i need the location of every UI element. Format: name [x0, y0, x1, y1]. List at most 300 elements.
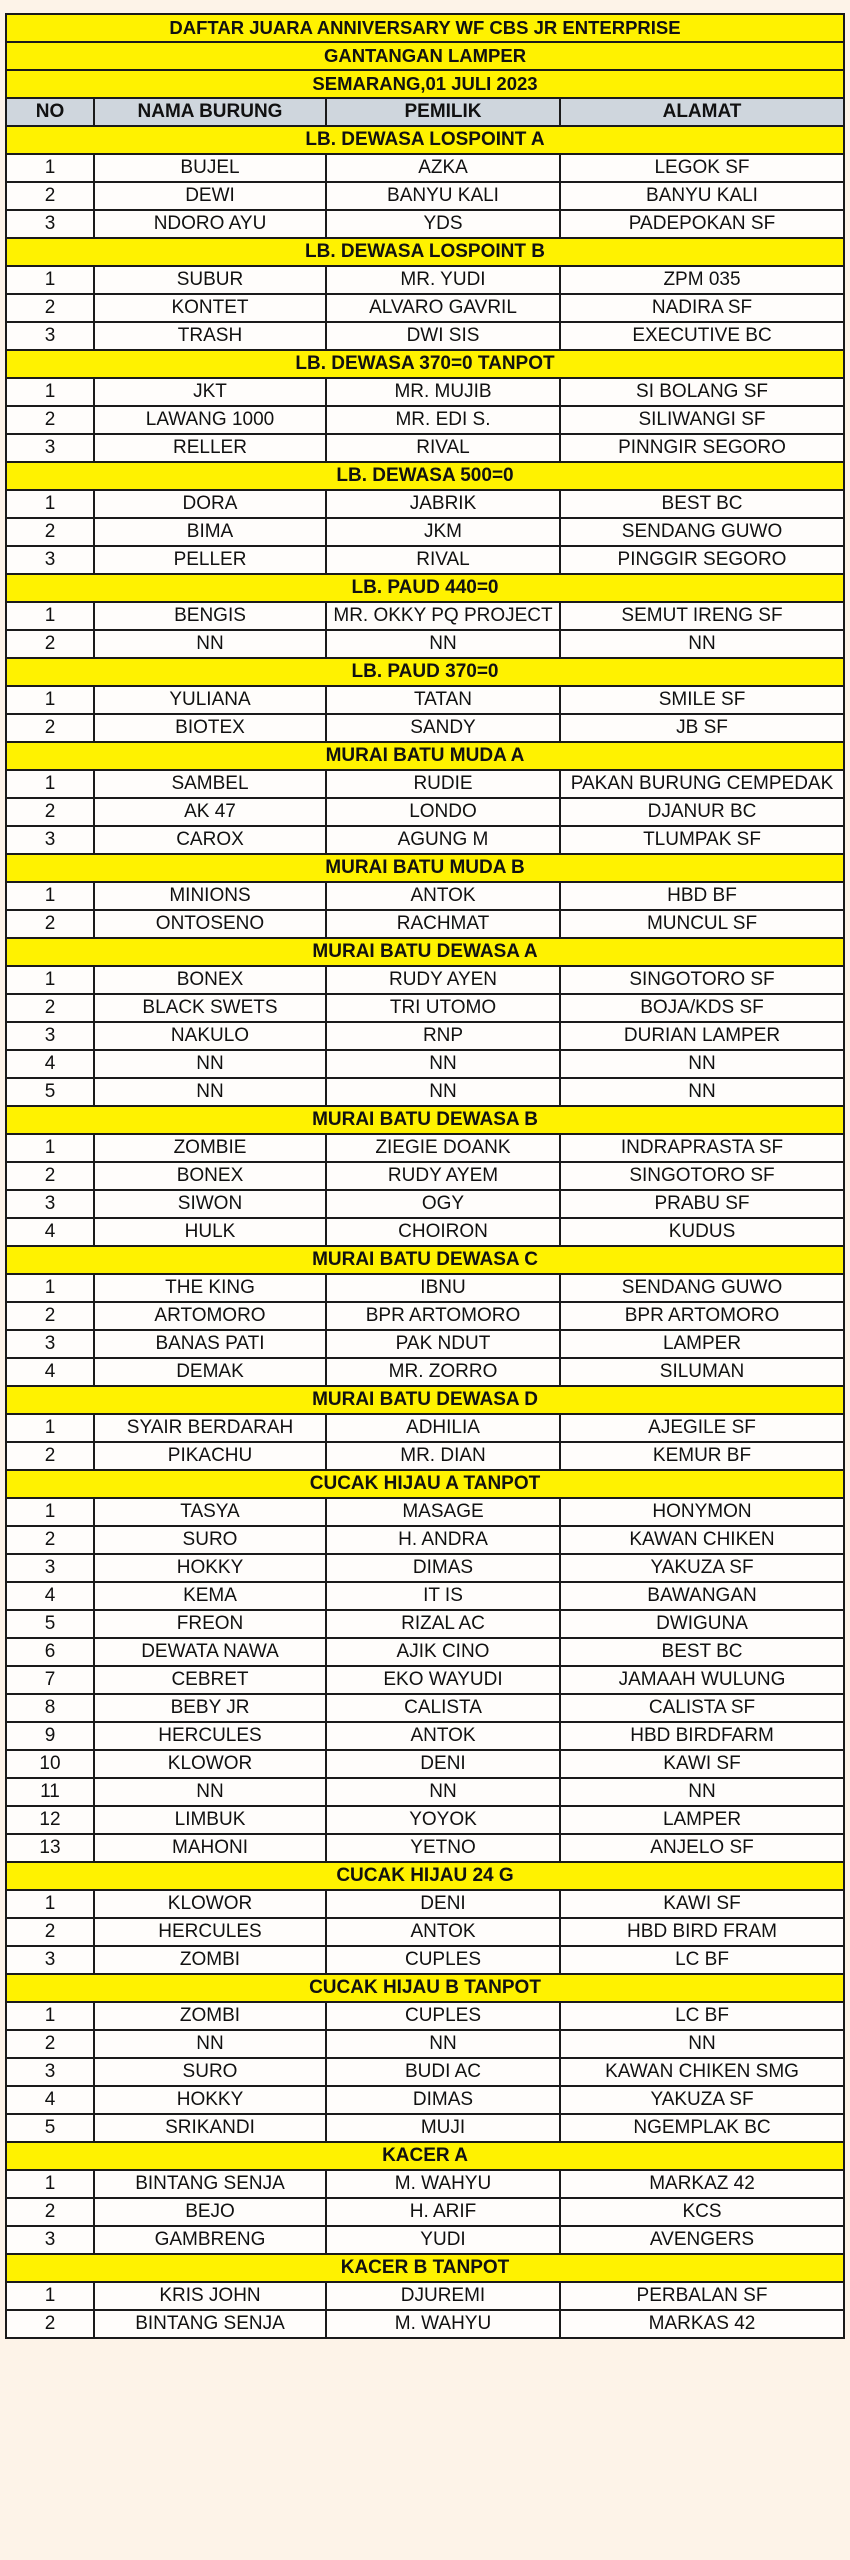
rank-cell: 3: [6, 1022, 94, 1050]
owner-cell: JABRIK: [326, 490, 560, 518]
rank-cell: 2: [6, 2030, 94, 2058]
address-cell: JB SF: [560, 714, 844, 742]
address-cell: SILUMAN: [560, 1358, 844, 1386]
address-cell: SENDANG GUWO: [560, 1274, 844, 1302]
table-row: [6, 1778, 844, 1806]
bird-name-cell: NN: [94, 1078, 326, 1106]
address-cell: SEMUT IRENG SF: [560, 602, 844, 630]
bird-name-cell: KLOWOR: [94, 1890, 326, 1918]
results-table: [5, 13, 845, 2339]
table-row: [6, 1218, 844, 1246]
owner-cell: IBNU: [326, 1274, 560, 1302]
address-cell: KAWI SF: [560, 1890, 844, 1918]
address-cell: SINGOTORO SF: [560, 966, 844, 994]
bird-name-cell: KONTET: [94, 294, 326, 322]
rank-cell: 2: [6, 518, 94, 546]
rank-cell: 2: [6, 1162, 94, 1190]
address-cell: YAKUZA SF: [560, 2086, 844, 2114]
bird-name-cell: SIWON: [94, 1190, 326, 1218]
table-row: [6, 1834, 844, 1862]
rank-cell: 13: [6, 1834, 94, 1862]
table-row: [6, 1190, 844, 1218]
address-cell: YAKUZA SF: [560, 1554, 844, 1582]
table-row: [6, 2030, 844, 2058]
bird-name-cell: BINTANG SENJA: [94, 2310, 326, 2338]
table-row: [6, 1498, 844, 1526]
rank-cell: 5: [6, 1610, 94, 1638]
column-header-bird-name: NAMA BURUNG: [94, 98, 326, 126]
results-body: [6, 126, 844, 2338]
owner-cell: DENI: [326, 1890, 560, 1918]
bird-name-cell: NAKULO: [94, 1022, 326, 1050]
category-header-row: [6, 938, 844, 966]
venue-name: GANTANGAN LAMPER: [6, 42, 844, 70]
address-cell: JAMAAH WULUNG: [560, 1666, 844, 1694]
table-row: [6, 294, 844, 322]
owner-cell: YETNO: [326, 1834, 560, 1862]
address-cell: SINGOTORO SF: [560, 1162, 844, 1190]
table-row: [6, 1414, 844, 1442]
rank-cell: 3: [6, 1946, 94, 1974]
address-cell: ZPM 035: [560, 266, 844, 294]
venue-row: [6, 42, 844, 70]
rank-cell: 4: [6, 1582, 94, 1610]
bird-name-cell: DEWI: [94, 182, 326, 210]
owner-cell: DIMAS: [326, 1554, 560, 1582]
bird-name-cell: BEBY JR: [94, 1694, 326, 1722]
table-row: [6, 882, 844, 910]
category-header-row: [6, 1106, 844, 1134]
rank-cell: 1: [6, 1414, 94, 1442]
bird-name-cell: PELLER: [94, 546, 326, 574]
bird-name-cell: CEBRET: [94, 1666, 326, 1694]
owner-cell: AZKA: [326, 154, 560, 182]
bird-name-cell: MAHONI: [94, 1834, 326, 1862]
address-cell: NN: [560, 1778, 844, 1806]
bird-name-cell: RELLER: [94, 434, 326, 462]
address-cell: NN: [560, 630, 844, 658]
bird-name-cell: BINTANG SENJA: [94, 2170, 326, 2198]
bird-name-cell: SUBUR: [94, 266, 326, 294]
owner-cell: MR. DIAN: [326, 1442, 560, 1470]
table-row: [6, 378, 844, 406]
owner-cell: ANTOK: [326, 1918, 560, 1946]
owner-cell: ANTOK: [326, 1722, 560, 1750]
table-row: [6, 2114, 844, 2142]
address-cell: BOJA/KDS SF: [560, 994, 844, 1022]
category-header-row: [6, 350, 844, 378]
owner-cell: MR. MUJIB: [326, 378, 560, 406]
table-row: [6, 826, 844, 854]
rank-cell: 10: [6, 1750, 94, 1778]
rank-cell: 3: [6, 1554, 94, 1582]
address-cell: BPR ARTOMORO: [560, 1302, 844, 1330]
rank-cell: 1: [6, 2282, 94, 2310]
category-title: MURAI BATU DEWASA B: [6, 1106, 844, 1134]
address-cell: MARKAZ 42: [560, 2170, 844, 2198]
bird-name-cell: ZOMBI: [94, 1946, 326, 1974]
table-row: [6, 154, 844, 182]
table-row: [6, 1694, 844, 1722]
bird-name-cell: HULK: [94, 1218, 326, 1246]
address-cell: BEST BC: [560, 1638, 844, 1666]
address-cell: SENDANG GUWO: [560, 518, 844, 546]
address-cell: NGEMPLAK BC: [560, 2114, 844, 2142]
address-cell: KUDUS: [560, 1218, 844, 1246]
document-title: DAFTAR JUARA ANNIVERSARY WF CBS JR ENTERPRISE: [6, 14, 844, 42]
owner-cell: DJUREMI: [326, 2282, 560, 2310]
table-row: [6, 1750, 844, 1778]
address-cell: HBD BIRDFARM: [560, 1722, 844, 1750]
rank-cell: 11: [6, 1778, 94, 1806]
owner-cell: M. WAHYU: [326, 2170, 560, 2198]
bird-name-cell: SRIKANDI: [94, 2114, 326, 2142]
bird-name-cell: HOKKY: [94, 2086, 326, 2114]
owner-cell: MASAGE: [326, 1498, 560, 1526]
owner-cell: ADHILIA: [326, 1414, 560, 1442]
bird-name-cell: SURO: [94, 1526, 326, 1554]
bird-name-cell: BLACK SWETS: [94, 994, 326, 1022]
owner-cell: RIVAL: [326, 434, 560, 462]
owner-cell: MUJI: [326, 2114, 560, 2142]
category-title: LB. DEWASA 500=0: [6, 462, 844, 490]
address-cell: CALISTA SF: [560, 1694, 844, 1722]
table-row: [6, 1358, 844, 1386]
category-title: LB. DEWASA LOSPOINT B: [6, 238, 844, 266]
category-header-row: [6, 462, 844, 490]
owner-cell: RUDY AYEM: [326, 1162, 560, 1190]
rank-cell: 1: [6, 1890, 94, 1918]
address-cell: MARKAS 42: [560, 2310, 844, 2338]
category-title: CUCAK HIJAU 24 G: [6, 1862, 844, 1890]
address-cell: ANJELO SF: [560, 1834, 844, 1862]
rank-cell: 5: [6, 2114, 94, 2142]
table-row: [6, 602, 844, 630]
bird-name-cell: DORA: [94, 490, 326, 518]
category-title: KACER B TANPOT: [6, 2254, 844, 2282]
category-title: LB. PAUD 440=0: [6, 574, 844, 602]
table-row: [6, 490, 844, 518]
bird-name-cell: HOKKY: [94, 1554, 326, 1582]
bird-name-cell: ZOMBI: [94, 2002, 326, 2030]
column-header-row: [6, 98, 844, 126]
bird-name-cell: NN: [94, 1778, 326, 1806]
rank-cell: 1: [6, 966, 94, 994]
address-cell: DWIGUNA: [560, 1610, 844, 1638]
category-title: MURAI BATU DEWASA A: [6, 938, 844, 966]
rank-cell: 3: [6, 1330, 94, 1358]
column-header-address: ALAMAT: [560, 98, 844, 126]
address-cell: HBD BIRD FRAM: [560, 1918, 844, 1946]
owner-cell: CALISTA: [326, 1694, 560, 1722]
address-cell: HBD BF: [560, 882, 844, 910]
table-row: [6, 2226, 844, 2254]
bird-name-cell: AK 47: [94, 798, 326, 826]
address-cell: AJEGILE SF: [560, 1414, 844, 1442]
table-row: [6, 1890, 844, 1918]
owner-cell: MR. YUDI: [326, 266, 560, 294]
rank-cell: 3: [6, 1190, 94, 1218]
bird-name-cell: BUJEL: [94, 154, 326, 182]
bird-name-cell: LIMBUK: [94, 1806, 326, 1834]
owner-cell: LONDO: [326, 798, 560, 826]
rank-cell: 2: [6, 182, 94, 210]
rank-cell: 6: [6, 1638, 94, 1666]
table-row: [6, 2170, 844, 2198]
bird-name-cell: BONEX: [94, 966, 326, 994]
results-sheet: [5, 13, 843, 2339]
table-row: [6, 2198, 844, 2226]
rank-cell: 1: [6, 1134, 94, 1162]
owner-cell: MR. EDI S.: [326, 406, 560, 434]
owner-cell: PAK NDUT: [326, 1330, 560, 1358]
owner-cell: EKO WAYUDI: [326, 1666, 560, 1694]
table-row: [6, 1638, 844, 1666]
table-row: [6, 1610, 844, 1638]
address-cell: HONYMON: [560, 1498, 844, 1526]
address-cell: MUNCUL SF: [560, 910, 844, 938]
owner-cell: BPR ARTOMORO: [326, 1302, 560, 1330]
owner-cell: AJIK CINO: [326, 1638, 560, 1666]
rank-cell: 7: [6, 1666, 94, 1694]
category-title: CUCAK HIJAU B TANPOT: [6, 1974, 844, 2002]
owner-cell: RIVAL: [326, 546, 560, 574]
address-cell: NN: [560, 2030, 844, 2058]
rank-cell: 4: [6, 1218, 94, 1246]
category-title: MURAI BATU MUDA A: [6, 742, 844, 770]
owner-cell: BUDI AC: [326, 2058, 560, 2086]
rank-cell: 2: [6, 2310, 94, 2338]
bird-name-cell: MINIONS: [94, 882, 326, 910]
address-cell: KAWAN CHIKEN: [560, 1526, 844, 1554]
rank-cell: 1: [6, 602, 94, 630]
table-row: [6, 994, 844, 1022]
category-header-row: [6, 1974, 844, 2002]
category-header-row: [6, 854, 844, 882]
table-row: [6, 798, 844, 826]
table-row: [6, 1274, 844, 1302]
table-row: [6, 1022, 844, 1050]
rank-cell: 2: [6, 1526, 94, 1554]
category-title: MURAI BATU MUDA B: [6, 854, 844, 882]
owner-cell: DIMAS: [326, 2086, 560, 2114]
owner-cell: RIZAL AC: [326, 1610, 560, 1638]
table-row: [6, 910, 844, 938]
table-row: [6, 1806, 844, 1834]
bird-name-cell: HERCULES: [94, 1722, 326, 1750]
rank-cell: 4: [6, 2086, 94, 2114]
owner-cell: MR. ZORRO: [326, 1358, 560, 1386]
bird-name-cell: ONTOSENO: [94, 910, 326, 938]
rank-cell: 1: [6, 1274, 94, 1302]
bird-name-cell: BIOTEX: [94, 714, 326, 742]
address-cell: SI BOLANG SF: [560, 378, 844, 406]
table-row: [6, 2002, 844, 2030]
bird-name-cell: SAMBEL: [94, 770, 326, 798]
table-row: [6, 2310, 844, 2338]
table-row: [6, 2086, 844, 2114]
rank-cell: 3: [6, 210, 94, 238]
owner-cell: DENI: [326, 1750, 560, 1778]
table-row: [6, 1330, 844, 1358]
bird-name-cell: SYAIR BERDARAH: [94, 1414, 326, 1442]
owner-cell: RUDIE: [326, 770, 560, 798]
rank-cell: 3: [6, 434, 94, 462]
bird-name-cell: KEMA: [94, 1582, 326, 1610]
category-title: LB. DEWASA 370=0 TANPOT: [6, 350, 844, 378]
date-row: [6, 70, 844, 98]
rank-cell: 1: [6, 266, 94, 294]
bird-name-cell: LAWANG 1000: [94, 406, 326, 434]
owner-cell: ZIEGIE DOANK: [326, 1134, 560, 1162]
bird-name-cell: CAROX: [94, 826, 326, 854]
category-header-row: [6, 2254, 844, 2282]
table-row: [6, 714, 844, 742]
address-cell: PADEPOKAN SF: [560, 210, 844, 238]
owner-cell: YUDI: [326, 2226, 560, 2254]
address-cell: LAMPER: [560, 1330, 844, 1358]
table-row: [6, 1722, 844, 1750]
address-cell: BEST BC: [560, 490, 844, 518]
owner-cell: IT IS: [326, 1582, 560, 1610]
table-row: [6, 1582, 844, 1610]
bird-name-cell: NN: [94, 2030, 326, 2058]
table-row: [6, 2282, 844, 2310]
rank-cell: 4: [6, 1050, 94, 1078]
owner-cell: SANDY: [326, 714, 560, 742]
rank-cell: 12: [6, 1806, 94, 1834]
table-row: [6, 1162, 844, 1190]
rank-cell: 2: [6, 2198, 94, 2226]
category-header-row: [6, 238, 844, 266]
rank-cell: 1: [6, 882, 94, 910]
category-title: KACER A: [6, 2142, 844, 2170]
rank-cell: 2: [6, 798, 94, 826]
table-row: [6, 686, 844, 714]
table-row: [6, 1554, 844, 1582]
table-row: [6, 322, 844, 350]
table-row: [6, 1078, 844, 1106]
table-row: [6, 1302, 844, 1330]
bird-name-cell: ZOMBIE: [94, 1134, 326, 1162]
column-header-no: NO: [6, 98, 94, 126]
table-row: [6, 406, 844, 434]
bird-name-cell: HERCULES: [94, 1918, 326, 1946]
rank-cell: 2: [6, 630, 94, 658]
address-cell: SILIWANGI SF: [560, 406, 844, 434]
address-cell: LC BF: [560, 1946, 844, 1974]
bird-name-cell: PIKACHU: [94, 1442, 326, 1470]
rank-cell: 2: [6, 994, 94, 1022]
bird-name-cell: YULIANA: [94, 686, 326, 714]
owner-cell: NN: [326, 1078, 560, 1106]
address-cell: BAWANGAN: [560, 1582, 844, 1610]
table-row: [6, 1526, 844, 1554]
bird-name-cell: BENGIS: [94, 602, 326, 630]
owner-cell: YDS: [326, 210, 560, 238]
rank-cell: 3: [6, 546, 94, 574]
owner-cell: M. WAHYU: [326, 2310, 560, 2338]
table-row: [6, 630, 844, 658]
bird-name-cell: TRASH: [94, 322, 326, 350]
category-header-row: [6, 658, 844, 686]
table-row: [6, 770, 844, 798]
owner-cell: NN: [326, 1778, 560, 1806]
table-row: [6, 434, 844, 462]
address-cell: KAWAN CHIKEN SMG: [560, 2058, 844, 2086]
address-cell: EXECUTIVE BC: [560, 322, 844, 350]
address-cell: PAKAN BURUNG CEMPEDAK: [560, 770, 844, 798]
address-cell: SMILE SF: [560, 686, 844, 714]
rank-cell: 3: [6, 2226, 94, 2254]
owner-cell: RACHMAT: [326, 910, 560, 938]
table-row: [6, 210, 844, 238]
address-cell: PRABU SF: [560, 1190, 844, 1218]
rank-cell: 1: [6, 154, 94, 182]
table-row: [6, 266, 844, 294]
rank-cell: 1: [6, 378, 94, 406]
owner-cell: CUPLES: [326, 1946, 560, 1974]
column-header-owner: PEMILIK: [326, 98, 560, 126]
address-cell: LC BF: [560, 2002, 844, 2030]
rank-cell: 2: [6, 406, 94, 434]
table-row: [6, 2058, 844, 2086]
bird-name-cell: BANAS PATI: [94, 1330, 326, 1358]
owner-cell: JKM: [326, 518, 560, 546]
rank-cell: 5: [6, 1078, 94, 1106]
table-row: [6, 1666, 844, 1694]
owner-cell: MR. OKKY PQ PROJECT: [326, 602, 560, 630]
owner-cell: OGY: [326, 1190, 560, 1218]
address-cell: LAMPER: [560, 1806, 844, 1834]
owner-cell: AGUNG M: [326, 826, 560, 854]
bird-name-cell: TASYA: [94, 1498, 326, 1526]
address-cell: TLUMPAK SF: [560, 826, 844, 854]
category-header-row: [6, 1470, 844, 1498]
bird-name-cell: THE KING: [94, 1274, 326, 1302]
title-row: [6, 14, 844, 42]
owner-cell: TATAN: [326, 686, 560, 714]
owner-cell: CUPLES: [326, 2002, 560, 2030]
rank-cell: 9: [6, 1722, 94, 1750]
rank-cell: 2: [6, 1918, 94, 1946]
rank-cell: 3: [6, 826, 94, 854]
bird-name-cell: KRIS JOHN: [94, 2282, 326, 2310]
owner-cell: TRI UTOMO: [326, 994, 560, 1022]
rank-cell: 2: [6, 294, 94, 322]
rank-cell: 1: [6, 490, 94, 518]
category-title: CUCAK HIJAU A TANPOT: [6, 1470, 844, 1498]
bird-name-cell: KLOWOR: [94, 1750, 326, 1778]
rank-cell: 2: [6, 910, 94, 938]
bird-name-cell: ARTOMORO: [94, 1302, 326, 1330]
address-cell: DJANUR BC: [560, 798, 844, 826]
table-row: [6, 546, 844, 574]
owner-cell: ANTOK: [326, 882, 560, 910]
rank-cell: 4: [6, 1358, 94, 1386]
table-row: [6, 1050, 844, 1078]
address-cell: PINNGIR SEGORO: [560, 434, 844, 462]
address-cell: KCS: [560, 2198, 844, 2226]
bird-name-cell: BEJO: [94, 2198, 326, 2226]
rank-cell: 2: [6, 1442, 94, 1470]
owner-cell: NN: [326, 630, 560, 658]
address-cell: NN: [560, 1050, 844, 1078]
table-row: [6, 182, 844, 210]
category-header-row: [6, 1862, 844, 1890]
bird-name-cell: DEWATA NAWA: [94, 1638, 326, 1666]
table-row: [6, 966, 844, 994]
